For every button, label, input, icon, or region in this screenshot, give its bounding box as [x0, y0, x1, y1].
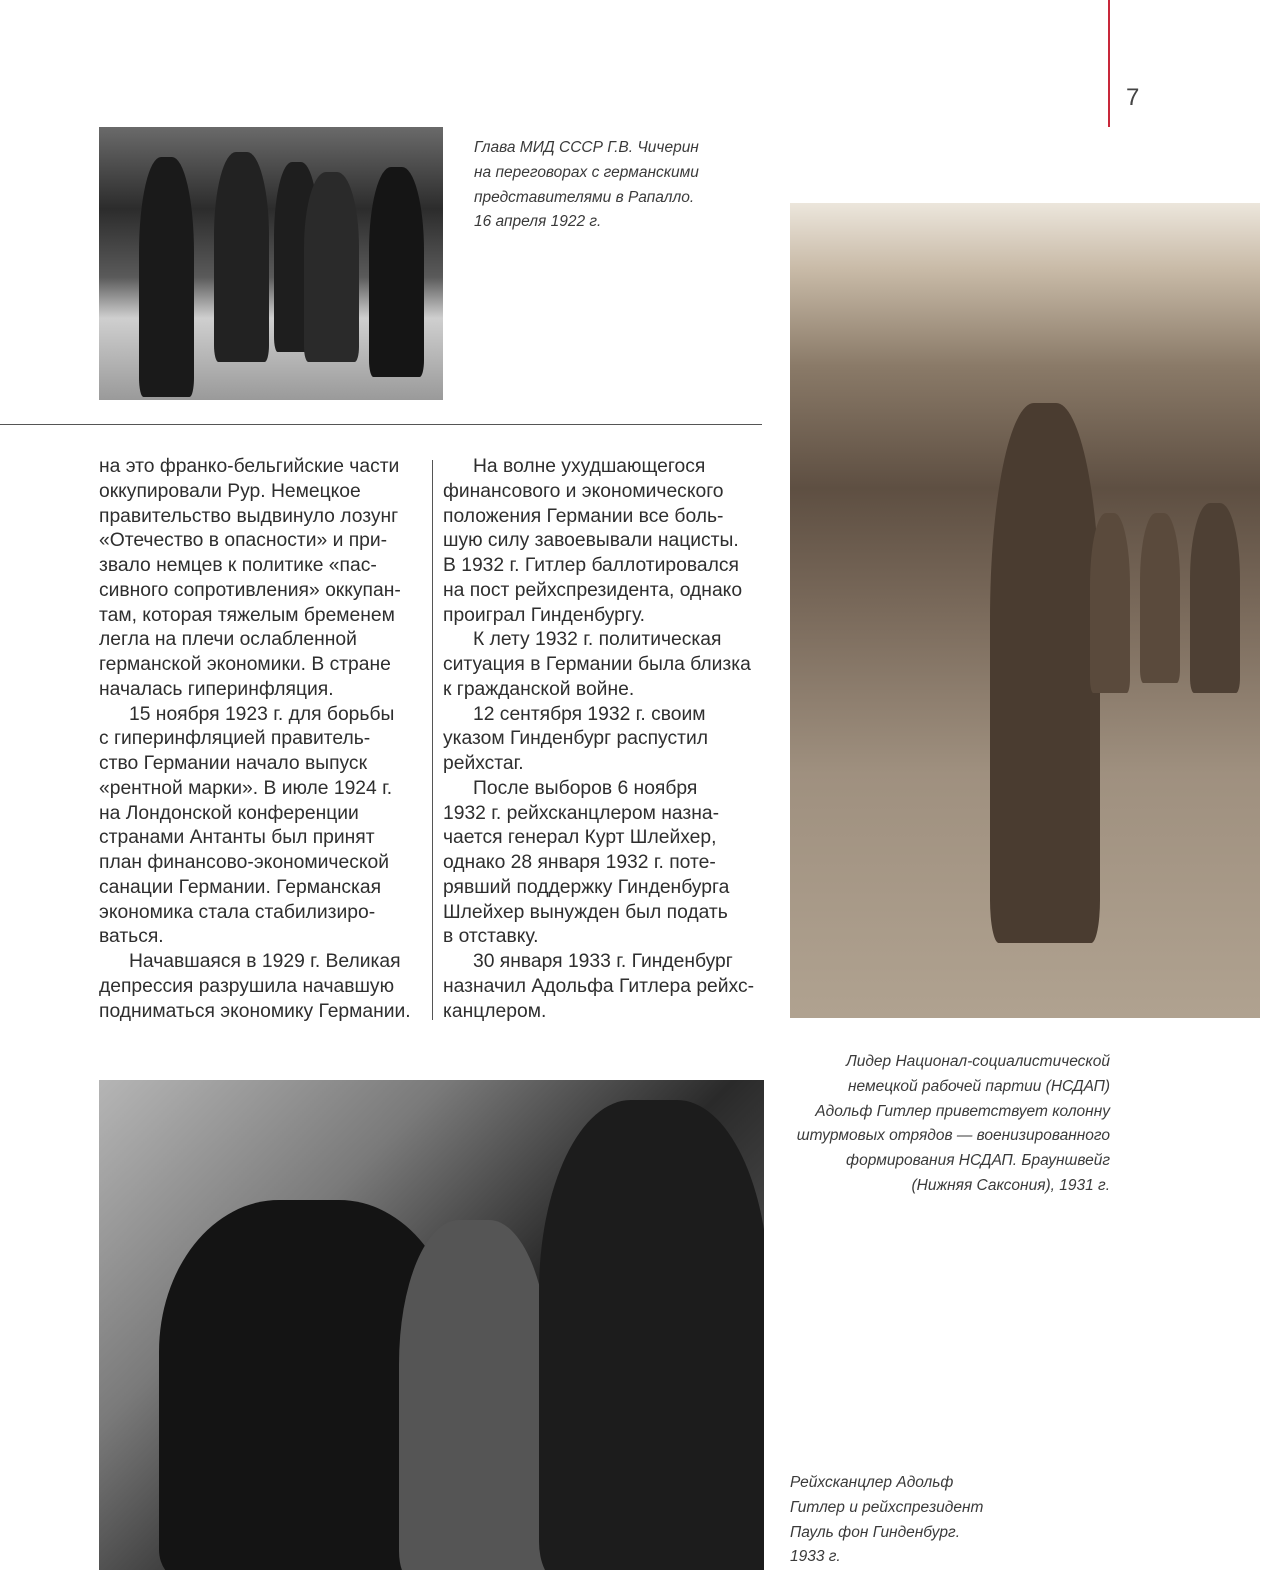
text-line: там, которая тяжелым бременем: [99, 604, 395, 626]
page-edge-rule: [1108, 0, 1110, 127]
text-line: чается генерал Курт Шлейхер,: [443, 827, 717, 849]
text-line: ство Германии начало выпуск: [99, 753, 368, 774]
caption-hitler-salute: [760, 1050, 1110, 1199]
text-line: «рентной марки». В июле 1924 г.: [99, 777, 393, 799]
text-line: Шлейхер вынужден был подать: [443, 901, 728, 923]
text-line: ваться.: [99, 926, 164, 948]
caption-line: Лидер Национал-социалистической: [846, 1053, 1110, 1070]
text-line: на пост рейхспрезидента, однако: [443, 579, 743, 601]
horizontal-rule: [0, 424, 762, 425]
text-line: Начавшаяся в 1929 г. Великая: [129, 951, 401, 972]
text-line: сивного сопротивления» оккупан-: [99, 579, 401, 601]
text-line: с гиперинфляцией правитель-: [99, 728, 371, 750]
caption-line: 16 апреля 1922 г.: [474, 213, 602, 231]
text-line: «Отечество в опасности» и при-: [99, 530, 388, 552]
text-line: 1932 г. рейхсканцлером назна-: [443, 802, 720, 824]
caption-line: Глава МИД СССР Г.В. Чичерин: [474, 139, 699, 156]
photo-rapallo-negotiations: [99, 127, 443, 400]
caption-line: немецкой рабочей партии (НСДАП): [848, 1077, 1110, 1095]
text-line: началась гиперинфляция.: [99, 678, 334, 700]
caption-line: 1933 г.: [790, 1548, 841, 1566]
text-line: 12 сентября 1932 г. своим: [473, 703, 706, 725]
text-line: депрессия разрушила начавшую: [99, 975, 395, 997]
text-line: на это франко-бельгийские части: [99, 456, 400, 477]
text-line: ситуация в Германии была близка: [443, 654, 751, 675]
text-line: в отставку.: [443, 926, 539, 948]
text-line: рявший поддержку Гинденбурга: [443, 876, 730, 898]
text-line: германской экономики. В стране: [99, 654, 391, 675]
text-line: проиграл Гинденбургу.: [443, 604, 646, 626]
text-line: После выборов 6 ноября: [473, 777, 698, 799]
text-line: легла на плечи ослабленной: [99, 629, 357, 651]
text-line: указом Гинденбург распустил: [443, 728, 708, 750]
photo-hitler-hindenburg-handshake: [99, 1080, 764, 1570]
caption-line: штурмовых отрядов — военизированного: [796, 1127, 1110, 1145]
text-line: санации Германии. Германская: [99, 876, 382, 898]
text-line: К лету 1932 г. политическая: [473, 629, 722, 651]
text-line: канцлером.: [443, 1000, 547, 1022]
text-line: рейхстаг.: [443, 753, 524, 774]
text-line: странами Антанты был принят: [99, 827, 375, 849]
text-line: назначил Адольфа Гитлера рейхс-: [443, 975, 755, 997]
photo-hitler-salute: [790, 203, 1260, 1018]
caption-line: Пауль фон Гинденбург.: [790, 1523, 961, 1541]
text-line: на Лондонской конференции: [99, 802, 359, 824]
text-line: На волне ухудшающегося: [473, 456, 706, 477]
caption-line: формирования НСДАП. Брауншвейг: [846, 1152, 1110, 1170]
page-number: 7: [1126, 84, 1140, 111]
text-line: 15 ноября 1923 г. для борьбы: [129, 703, 395, 725]
text-line: правительство выдвинуло лозунг: [99, 505, 399, 527]
text-line: финансового и экономического: [443, 480, 724, 502]
text-line: однако 28 января 1932 г. поте-: [443, 852, 716, 873]
text-line: звало немцев к политике «пас-: [99, 555, 377, 576]
text-line: положения Германии все боль-: [443, 505, 724, 527]
caption-handshake: [790, 1471, 983, 1570]
column-divider: [432, 460, 433, 1020]
caption-line: Рейхсканцлер Адольф: [790, 1474, 954, 1491]
text-column-right: [443, 455, 754, 1024]
caption-line: Адольф Гитлер приветствует колонну: [815, 1102, 1110, 1120]
text-line: экономика стала стабилизиро-: [99, 901, 376, 923]
text-line: подниматься экономику Германии.: [99, 1000, 411, 1022]
caption-line: представителями в Рапалло.: [474, 188, 695, 206]
caption-line: Гитлер и рейхспрезидент: [790, 1498, 984, 1516]
text-line: оккупировали Рур. Немецкое: [99, 480, 361, 502]
text-line: план финансово-экономической: [99, 852, 389, 873]
text-line: 30 января 1933 г. Гинденбург: [473, 951, 733, 972]
text-line: к гражданской войне.: [443, 678, 635, 700]
text-column-left: [99, 455, 411, 1024]
caption-line: (Нижняя Саксония), 1931 г.: [911, 1176, 1110, 1194]
text-line: В 1932 г. Гитлер баллотировался: [443, 555, 739, 576]
caption-line: на переговорах с германскими: [474, 163, 699, 181]
text-line: шую силу завоевывали нацисты.: [443, 530, 739, 552]
caption-rapallo: [474, 136, 699, 235]
